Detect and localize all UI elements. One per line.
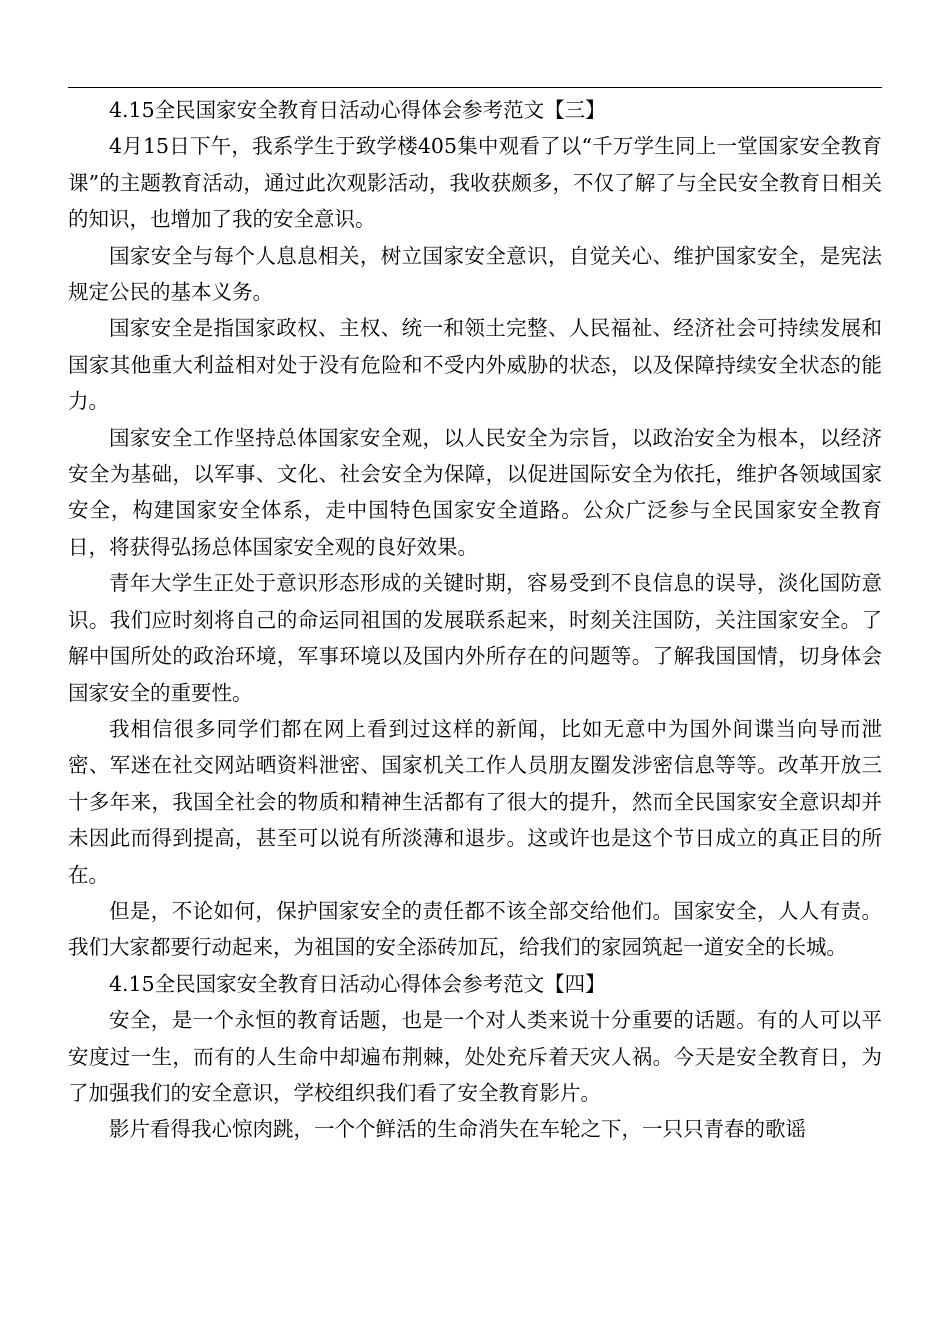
paragraph: 我相信很多同学们都在网上看到过这样的新闻，比如无意中为国外间谍当向导而泄密、军迷在社交网站晒资料泄密、国家机关工作人员朋友圈发涉密信息等等。改革开放三十多年来，我国全社会的物质和精神生活都有了很大的提升，然而全民国家安全意识却并未因此而得到提高，甚至可以说有所淡薄和退步。这或许也是这个节日成立的真正目的所在。 <box>68 716 882 887</box>
paragraph: 国家安全是指国家政权、主权、统一和领土完整、人民福祉、经济社会可持续发展和国家其他重大利益相对处于没有危险和不受内外威胁的状态，以及保障持续安全状态的能力。 <box>68 316 882 414</box>
paragraph: 影片看得我心惊肉跳，一个个鲜活的生命消失在车轮之下，一只只青春的歌谣 <box>109 1117 806 1142</box>
paragraph: 国家安全工作坚持总体国家安全观，以人民安全为宗旨，以政治安全为根本，以经济安全为基础，以军事、文化、社会安全为保障，以促进国际安全为依托，维护各领域国家安全，构建国家安全体系，走中国特色国家安全道路。公众广泛参与全民国家安全教育日，将获得弘扬总体国家安全观的良好效果。 <box>68 425 882 559</box>
section-heading-four: 4.15全民国家安全教育日活动心得体会参考范文【四】 <box>109 971 606 996</box>
section-heading-three: 4.15全民国家安全教育日活动心得体会参考范文【三】 <box>109 98 606 122</box>
header-rule <box>68 87 882 88</box>
paragraph: 安全，是一个永恒的教育话题，也是一个对人类来说十分重要的话题。有的人可以平安度过一生，而有的人生命中却遍布荆棘，处处充斥着天灾人祸。今天是安全教育日，为了加强我们的安全意识，学校组织我们看了安全教育影片。 <box>68 1008 882 1105</box>
paragraph: 青年大学生正处于意识形态形成的关键时期，容易受到不良信息的误导，淡化国防意识。我们应时刻将自己的命运同祖国的发展联系起来，时刻关注国防，关注国家安全。了解中国所处的政治环境，军事环境以及国内外所存在的问题等。了解我国国情，切身体会国家安全的重要性。 <box>68 571 882 705</box>
document-body <box>68 92 882 1148</box>
paragraph: 4月15日下午，我系学生于致学楼405集中观看了以“千万学生同上一堂国家安全教育课”的主题教育活动，通过此次观影活动，我收获颇多，不仅了解了与全民安全教育日相关的知识，也增加了我的安全意识。 <box>68 134 882 232</box>
paragraph: 但是，不论如何，保护国家安全的责任都不该全部交给他们。国家安全，人人有责。我们大家都要行动起来，为祖国的安全添砖加瓦，给我们的家园筑起一道安全的长城。 <box>68 898 882 960</box>
paragraph: 国家安全与每个人息息相关，树立国家安全意识，自觉关心、维护国家安全，是宪法规定公民的基本义务。 <box>68 243 882 305</box>
